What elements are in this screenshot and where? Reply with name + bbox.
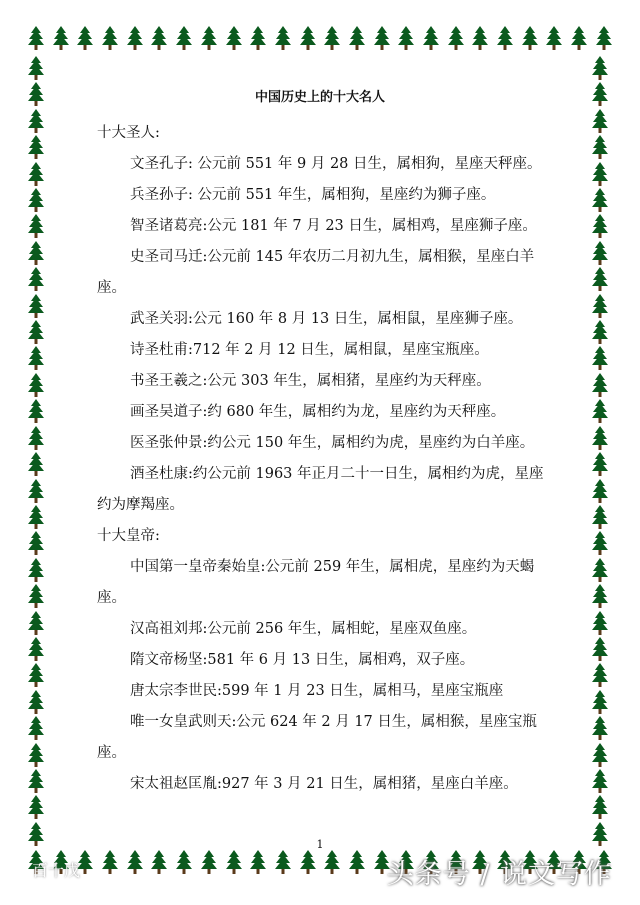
pine-tree-icon: [226, 26, 242, 50]
pine-tree-icon: [102, 850, 118, 874]
pine-tree-icon: [28, 346, 44, 370]
pine-tree-icon: [28, 584, 44, 608]
list-item: 酒圣杜康:约公元前 1963 年正月二十一日生，属相约为虎，星座约为摩羯座。: [97, 466, 544, 513]
list-item: 中国第一皇帝秦始皇:公元前 259 年生，属相虎，星座约为天蝎座。: [97, 559, 535, 606]
pine-tree-icon: [592, 162, 608, 186]
pine-tree-icon: [28, 637, 44, 661]
pine-tree-icon: [201, 26, 217, 50]
pine-tree-icon: [250, 850, 266, 874]
pine-tree-icon: [300, 26, 316, 50]
pine-tree-icon: [592, 637, 608, 661]
pine-tree-icon: [349, 850, 365, 874]
pine-tree-icon: [592, 188, 608, 212]
pine-tree-icon: [592, 241, 608, 265]
pine-tree-icon: [374, 26, 390, 50]
pine-tree-icon: [151, 26, 167, 50]
pine-tree-icon: [28, 267, 44, 291]
pine-tree-icon: [592, 479, 608, 503]
pine-tree-icon: [592, 214, 608, 238]
pine-tree-icon: [176, 26, 192, 50]
pine-tree-icon: [592, 663, 608, 687]
pine-tree-icon: [324, 26, 340, 50]
pine-tree-icon: [77, 26, 93, 50]
border-left: [28, 56, 48, 846]
pine-tree-icon: [28, 399, 44, 423]
list-item: 画圣吴道子:约 680 年生，属相约为龙，星座约为天秤座。: [130, 404, 506, 420]
section-heading: 十大皇帝:: [97, 528, 160, 544]
pine-tree-icon: [349, 26, 365, 50]
pine-tree-icon: [592, 505, 608, 529]
pine-tree-icon: [592, 320, 608, 344]
pine-tree-icon: [28, 558, 44, 582]
document-body: [97, 118, 557, 800]
pine-tree-icon: [250, 26, 266, 50]
pine-tree-icon: [324, 850, 340, 874]
list-item: 史圣司马迁:公元前 145 年农历二月初九生，属相猴，星座白羊座。: [97, 249, 535, 296]
list-item: 武圣关羽:公元 160 年 8 月 13 日生，属相鼠，星座狮子座。: [130, 311, 523, 327]
watermark: 头条号 / 说文写作: [386, 859, 612, 890]
list-item: 宋太祖赵匡胤:927 年 3 月 21 日生，属相猪，星座白羊座。: [130, 776, 518, 792]
pine-tree-icon: [176, 850, 192, 874]
pine-tree-icon: [448, 26, 464, 50]
pine-tree-icon: [28, 426, 44, 450]
list-item: 文圣孔子: 公元前 551 年 9 月 28 日生，属相狗，星座天秤座。: [130, 156, 542, 172]
pine-tree-icon: [592, 690, 608, 714]
list-item: 唐太宗李世民:599 年 1 月 23 日生，属相马，星座宝瓶座: [130, 683, 504, 699]
pine-tree-icon: [226, 850, 242, 874]
pine-tree-icon: [28, 188, 44, 212]
page-title: 中国历史上的十大名人: [254, 90, 385, 105]
pine-tree-icon: [127, 26, 143, 50]
border-right: [592, 56, 612, 846]
pine-tree-icon: [127, 850, 143, 874]
pine-tree-icon: [592, 373, 608, 397]
pine-tree-icon: [28, 769, 44, 793]
pine-tree-icon: [592, 531, 608, 555]
pine-tree-icon: [592, 452, 608, 476]
pine-tree-icon: [497, 26, 513, 50]
section-emperors: [97, 521, 557, 800]
pine-tree-icon: [522, 26, 538, 50]
pine-tree-icon: [300, 850, 316, 874]
pine-tree-icon: [592, 135, 608, 159]
pine-tree-icon: [28, 663, 44, 687]
page-number: 1: [316, 838, 324, 851]
pine-tree-icon: [28, 743, 44, 767]
pine-tree-icon: [28, 135, 44, 159]
list-item: 诗圣杜甫:712 年 2 月 12 日生，属相鼠，星座宝瓶座。: [130, 342, 489, 358]
pine-tree-icon: [398, 26, 414, 50]
pine-tree-icon: [28, 214, 44, 238]
pine-tree-icon: [28, 795, 44, 819]
pine-tree-icon: [151, 850, 167, 874]
pine-tree-icon: [546, 26, 562, 50]
pine-tree-icon: [592, 267, 608, 291]
list-item: 唯一女皇武则天:公元 624 年 2 月 17 日生，属相猴，星座宝瓶座。: [97, 714, 537, 761]
pine-tree-icon: [28, 26, 44, 50]
pine-tree-icon: [28, 294, 44, 318]
pine-tree-icon: [28, 611, 44, 635]
pine-tree-icon: [275, 26, 291, 50]
pine-tree-icon: [28, 690, 44, 714]
pine-tree-icon: [592, 399, 608, 423]
pine-tree-icon: [28, 162, 44, 186]
pine-tree-icon: [592, 109, 608, 133]
pine-tree-icon: [472, 26, 488, 50]
pine-tree-icon: [592, 716, 608, 740]
pine-tree-icon: [28, 479, 44, 503]
pine-tree-icon: [592, 584, 608, 608]
pine-tree-icon: [28, 531, 44, 555]
pine-tree-icon: [592, 611, 608, 635]
pine-tree-icon: [28, 109, 44, 133]
pine-tree-icon: [571, 26, 587, 50]
pine-tree-icon: [201, 850, 217, 874]
section-sages: [97, 118, 557, 521]
list-item: 兵圣孙子: 公元前 551 年生，属相狗，星座约为狮子座。: [130, 187, 496, 203]
pine-tree-icon: [423, 26, 439, 50]
pine-tree-icon: [28, 505, 44, 529]
pine-tree-icon: [592, 769, 608, 793]
pine-tree-icon: [592, 426, 608, 450]
pine-tree-icon: [28, 452, 44, 476]
pine-tree-icon: [28, 716, 44, 740]
list-item: 书圣王羲之:公元 303 年生，属相猪，星座约为天秤座。: [130, 373, 491, 389]
pine-tree-icon: [275, 850, 291, 874]
pine-tree-icon: [28, 241, 44, 265]
pine-tree-icon: [102, 26, 118, 50]
list-item: 医圣张仲景:约公元 150 年生，属相约为虎，星座约为白羊座。: [130, 435, 535, 451]
border-top: [28, 26, 612, 52]
pine-tree-icon: [592, 558, 608, 582]
list-item: 智圣诸葛亮:公元 181 年 7 月 23 日生，属相鸡，星座狮子座。: [130, 218, 537, 234]
pine-tree-icon: [592, 56, 608, 80]
pine-tree-icon: [53, 26, 69, 50]
pine-tree-icon: [28, 373, 44, 397]
pine-tree-icon: [28, 320, 44, 344]
pine-tree-icon: [596, 26, 612, 50]
pine-tree-icon: [592, 294, 608, 318]
list-item: 隋文帝杨坚:581 年 6 月 13 日生，属相鸡，双子座。: [130, 652, 475, 668]
watermark-fragment: 百十戊: [32, 861, 81, 880]
section-heading: 十大圣人:: [97, 125, 160, 141]
pine-tree-icon: [592, 795, 608, 819]
pine-tree-icon: [592, 743, 608, 767]
pine-tree-icon: [592, 346, 608, 370]
pine-tree-icon: [28, 56, 44, 80]
list-item: 汉高祖刘邦:公元前 256 年生，属相蛇，星座双鱼座。: [130, 621, 477, 637]
